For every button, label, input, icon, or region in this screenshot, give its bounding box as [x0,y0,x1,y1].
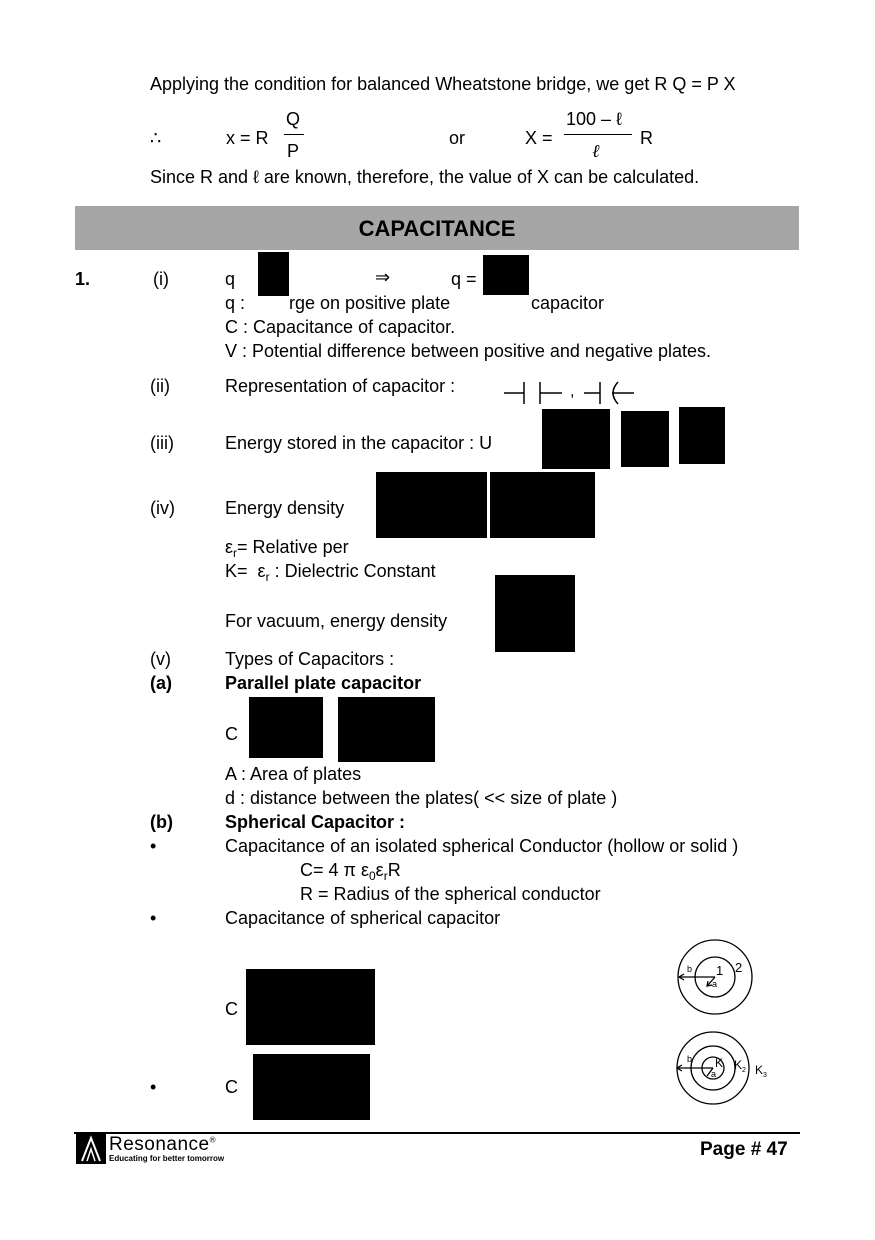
spherical-capacitor-title: Spherical Capacitor : [225,812,406,832]
item-number: 1. [75,269,91,289]
since-line: Since R and ℓ are known, therefore, the value of X can be calculated. [150,167,700,187]
redacted-formula [542,409,610,469]
section-banner [75,206,799,250]
fraction-numerator-100-l: 100 – ℓ [566,109,622,129]
brand-name: Resonance® [109,1134,217,1155]
label-sphere-2: 2 [735,960,743,975]
page-number: Page # 47 [700,1139,788,1160]
isolated-formula: C= 4 π $\varepsilon_0\varepsilon_rR$ [300,860,401,883]
c-definition: C : Capacitance of capacitor. [225,317,456,337]
label-k3: $K_3$ [755,1063,767,1079]
q-definition-end: capacitor [531,293,605,313]
label-k1: K [715,1056,724,1070]
label-iv: (iv) [150,498,175,518]
r-factor: R [640,128,653,148]
bullet: • [150,908,157,928]
parallel-plate-c: C [225,724,238,744]
label-b: (b) [150,812,173,832]
q-symbol: q [225,269,236,289]
resonance-logo-icon [76,1134,106,1164]
bullet: • [150,836,157,856]
fraction-denominator-p: P [287,141,300,161]
label-k2: $K_2$ [734,1058,746,1074]
q-definition-text: rge on positive plate [289,293,451,313]
fraction-numerator-q: Q [286,109,301,129]
vacuum-energy-density: For vacuum, energy density [225,611,448,631]
relative-permittivity: $\varepsilon_r=$ Relative per [225,537,349,560]
label-i: (i) [153,269,169,289]
label-b-radius: b [687,1054,693,1064]
spherical-capacitor-diagram [670,935,770,1020]
capacitor-symbols [500,380,640,406]
redacted-formula [376,472,487,538]
spherical-c-label: C [225,999,238,1019]
label-ii: (ii) [150,376,170,396]
therefore-symbol: ∴ [150,128,162,148]
redacted-formula [490,472,595,538]
radius-definition: R = Radius of the spherical conductor [300,884,601,904]
svg-text:,: , [570,383,575,400]
redacted-formula [495,575,575,652]
bullet: • [150,1077,157,1097]
label-iii: (iii) [150,433,174,453]
or-text: or [449,128,466,148]
wheatstone-condition-line: Applying the condition for balanced Wheatstone bridge, we get R Q = P X [150,74,736,94]
redacted-formula [338,697,435,762]
area-definition: A : Area of plates [225,764,362,784]
label-a: (a) [150,673,172,693]
dielectric-spherical-diagram [670,1027,775,1112]
x-equals-r: x = R [226,128,269,148]
distance-definition: d : distance between the plates( << size of plate ) [225,788,618,808]
fraction-bar [284,134,304,135]
redacted-formula [679,407,725,464]
energy-density-text: Energy density [225,498,345,518]
redacted-formula [258,252,289,296]
representation-text: Representation of capacitor : [225,376,456,396]
brand-tagline: Educating for better tomorrow [109,1154,225,1163]
redacted-formula [246,969,375,1045]
v-definition: V : Potential difference between positive and negative plates. [225,341,711,361]
fraction-bar-2 [564,134,632,135]
section-title: CAPACITANCE [358,216,516,241]
redacted-formula [621,411,669,467]
dielectric-constant: $K= \varepsilon_r$ : Dielectric Constant [225,561,436,584]
spherical-capacitor-text: Capacitance of spherical capacitor [225,908,501,928]
types-of-capacitors: Types of Capacitors : [225,649,395,669]
dielectric-c-label: C [225,1077,238,1097]
label-sphere-1: 1 [716,963,724,978]
isolated-conductor-text: Capacitance of an isolated spherical Conductor (hollow or solid ) [225,836,739,856]
q-definition-label: q : [225,293,246,313]
label-a-radius: a [712,979,718,989]
parallel-plate-title: Parallel plate capacitor [225,673,422,693]
label-b-radius: b [687,964,693,974]
energy-stored-text: Energy stored in the capacitor : U [225,433,493,453]
implies-arrow: ⇒ [375,267,391,287]
q-equals: q = [451,269,477,289]
label-a-radius: a [711,1069,717,1079]
fraction-denominator-l: ℓ [592,141,600,161]
x-equals: X = [525,128,553,148]
redacted-formula [253,1054,370,1120]
label-v: (v) [150,649,171,669]
redacted-formula [249,697,323,758]
redacted-formula [483,255,529,295]
